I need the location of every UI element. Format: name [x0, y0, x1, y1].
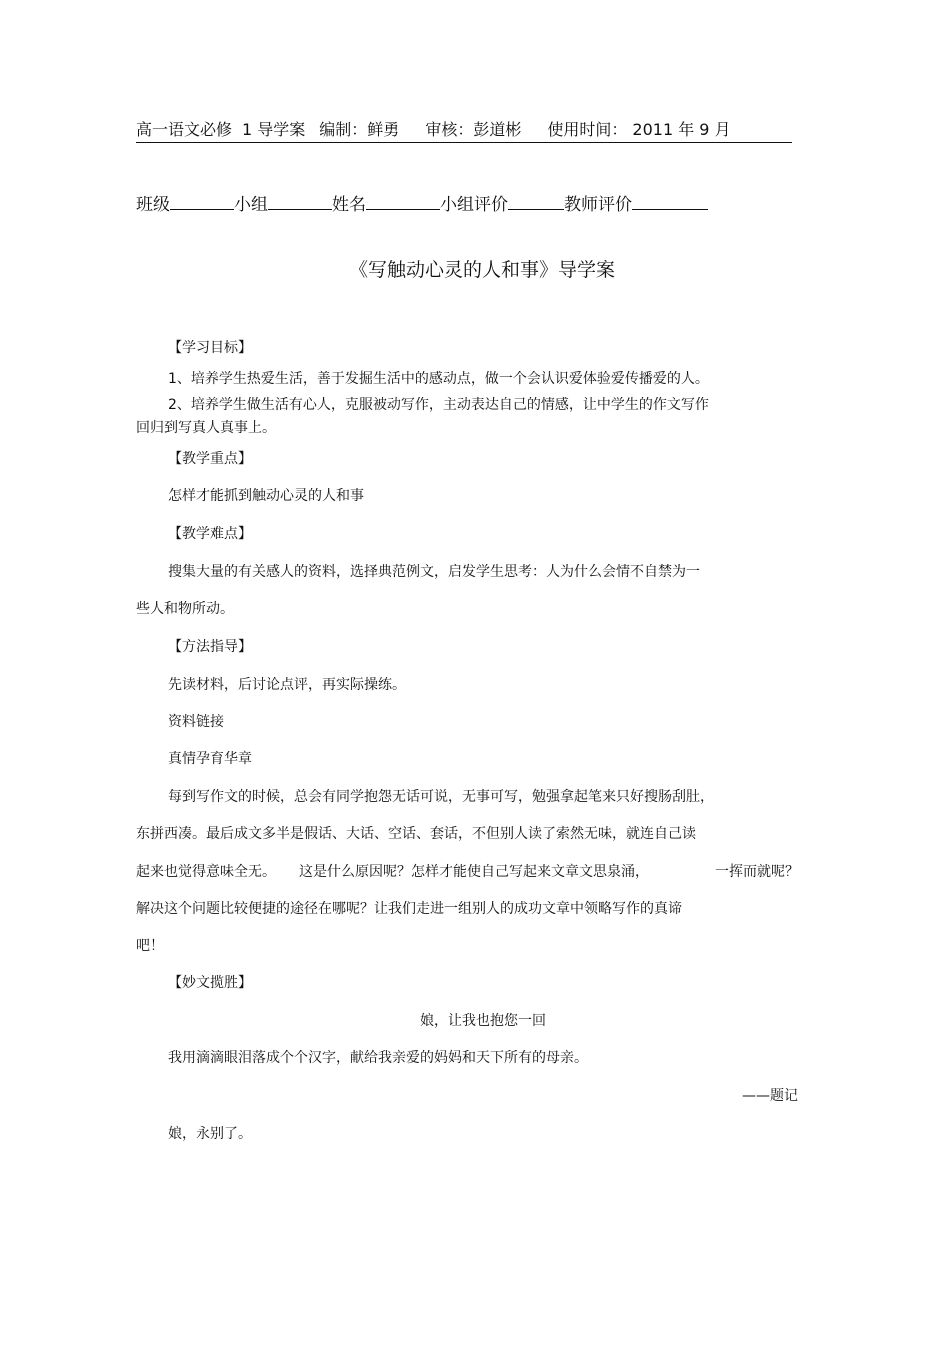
paragraph-line-3a: 起来也觉得意味全无。	[136, 864, 276, 880]
name-blank[interactable]	[366, 193, 440, 210]
header-time: 使用时间： 2011 年 9 月	[547, 120, 731, 139]
group-blank[interactable]	[268, 193, 332, 210]
paragraph-line-4: 解决这个问题比较便捷的途径在哪呢？让我们走进一组别人的成功文章中领略写作的真谛	[136, 901, 682, 917]
goals-item-2-line-1: 2、培养学生做生活有心人，克服被动写作，主动表达自己的情感，让中学生的作文写作	[168, 397, 709, 413]
teacher-eval-label: 教师评价	[564, 195, 632, 215]
essay-title: 娘，让我也抱您一回	[420, 1013, 546, 1029]
header-reviewer: 审核：彭道彬	[425, 120, 522, 139]
essay-epigraph: 我用滴滴眼泪落成个个汉字，献给我亲爱的妈妈和天下所有的母亲。	[168, 1050, 588, 1066]
difficulty-heading: 【教学难点】	[168, 526, 252, 542]
paragraph-line-1: 每到写作文的时候，总会有同学抱怨无话可说，无事可写，勉强拿起笔来只好搜肠刮肚，	[168, 789, 714, 805]
student-info-line	[136, 193, 708, 217]
focus-heading: 【教学重点】	[168, 451, 252, 467]
goals-item-2-line-2: 回归到写真人真事上。	[136, 420, 276, 436]
method-text: 先读材料，后讨论点评，再实际操练。	[168, 677, 406, 693]
paragraph-line-3c: 一挥而就呢？	[715, 864, 799, 880]
essay-first-line: 娘，永别了。	[168, 1126, 252, 1142]
teacher-eval-blank[interactable]	[632, 193, 708, 210]
essay-heading: 【妙文揽胜】	[168, 975, 252, 991]
section-subtitle: 真情孕育华章	[168, 751, 252, 767]
group-eval-label: 小组评价	[440, 195, 508, 215]
difficulty-line-2: 些人和物所动。	[136, 601, 234, 617]
paragraph-line-3b: 这是什么原因呢？怎样才能使自己写起来文章文思泉涌，	[299, 864, 649, 880]
header-course: 高一语文必修	[136, 120, 233, 139]
goals-heading: 【学习目标】	[168, 340, 252, 356]
page-title: 《写触动心灵的人和事》导学案	[348, 259, 615, 281]
group-label: 小组	[234, 195, 268, 215]
goals-item-1: 1、培养学生热爱生活，善于发掘生活中的感动点，做一个会认识爱体验爱传播爱的人。	[168, 371, 709, 387]
essay-epigraph-sign: ——题记	[742, 1088, 798, 1104]
focus-text: 怎样才能抓到触动心灵的人和事	[168, 488, 364, 504]
resource-link-label: 资料链接	[168, 714, 224, 730]
document-header	[136, 119, 792, 143]
paragraph-line-2: 东拼西凑。最后成文多半是假话、大话、空话、套话，不但别人读了索然无味，就连自己读	[136, 826, 696, 842]
class-blank[interactable]	[170, 193, 234, 210]
name-label: 姓名	[332, 195, 366, 215]
group-eval-blank[interactable]	[508, 193, 564, 210]
header-editor: 编制：鲜勇	[319, 120, 400, 139]
class-label: 班级	[136, 195, 170, 215]
paragraph-line-5: 吧！	[136, 938, 164, 954]
difficulty-line-1: 搜集大量的有关感人的资料，选择典范例文，启发学生思考：人为什么会情不自禁为一	[168, 564, 700, 580]
header-volume: 1 导学案	[242, 120, 306, 139]
method-heading: 【方法指导】	[168, 639, 252, 655]
